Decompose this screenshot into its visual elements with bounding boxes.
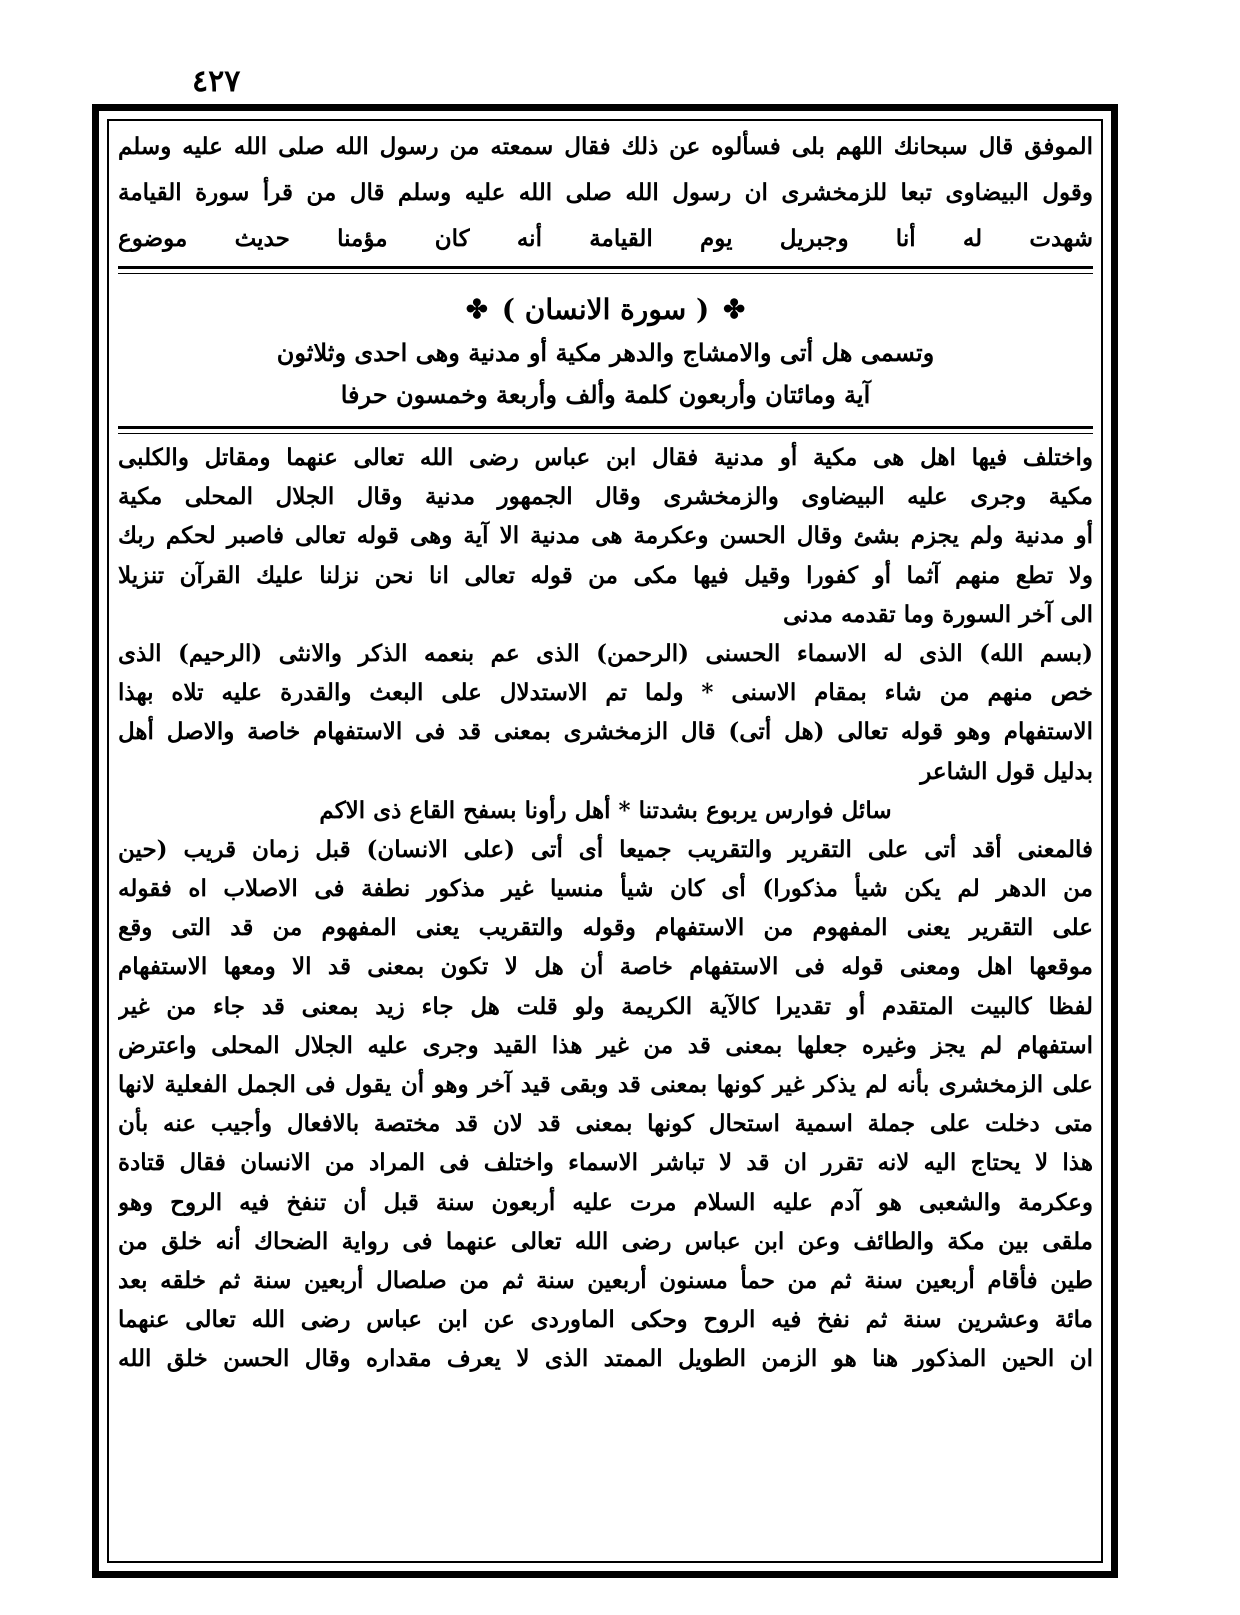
text-line: واختلف فيها اهل هى مكية أو مدنية فقال ابن عباس رضى الله تعالى عنهما ومقاتل والكلبى xyxy=(118,444,1093,471)
text-line: على الزمخشرى بأنه لم يذكر غير كونها بمعنى قد وبقى قيد آخر وهو أن يقول فى الجمل الفعلية لانها xyxy=(118,1071,1093,1098)
ornament-icon: ✤ xyxy=(723,295,746,325)
text-line: أو مدنية ولم يجزم بشئ وقال الحسن وعكرمة هى مدنية الا آية وهى قوله تعالى فاصبر لحكم ربك xyxy=(118,522,1093,550)
text-line: (بسم الله) الذى له الاسماء الحسنى (الرحمن) الذى عم بنعمه الذكر والانثى (الرحيم) الذى xyxy=(118,639,1093,667)
text-line: متى دخلت على جملة اسمية استحال كونها بمعنى قد لان قد مختصة بالافعال وأجيب عنه بأن xyxy=(118,1110,1093,1138)
text-line: من الدهر لم يكن شيأ مذكورا) أى كان شيأ منسيا غير مذكور نطفة فى الاصلاب اه فقوله xyxy=(118,875,1093,903)
separator-rule xyxy=(118,266,1093,274)
text-line: ملقى بين مكة والطائف وعن ابن عباس رضى الله تعالى عنهما فى رواية الضحاك أنه خلق من xyxy=(118,1227,1093,1255)
text-line: طين فأقام أربعين سنة ثم من حمأ مسنون أربعين سنة ثم من صلصال أربعين سنة ثم خلقه بعد xyxy=(118,1266,1093,1294)
page-number: ٤٢٧ xyxy=(192,64,241,99)
surah-title xyxy=(118,288,1093,332)
text-line: مكية وجرى عليه البيضاوى والزمخشرى وقال الجمهور مدنية وقال الجلال المحلى مكية xyxy=(118,483,1093,511)
text-line: ان الحين المذكور هنا هو الزمن الطويل الممتد الذى لا يعرف مقداره وقال الحسن خلق الله xyxy=(118,1345,1093,1373)
text-line: الى آخر السورة وما تقدمه مدنى xyxy=(782,600,1093,628)
poetry-verse: سائل فوارس يربوع بشدتنا * أهل رأونا بسفح القاع ذى الاكم xyxy=(319,796,892,824)
text-line: على التقرير يعنى المفهوم من الاستفهام وقوله والتقريب يعنى المفهوم من قد التى وقع xyxy=(118,914,1093,942)
surah-header xyxy=(118,278,1093,422)
text-line: هذا لا يحتاج اليه لانه تقرر ان قد لا تباشر الاسماء واختلف فى المراد من الانسان فقال قتادة xyxy=(118,1149,1093,1177)
text-line: بدليل قول الشاعر xyxy=(920,757,1093,785)
top-paragraph xyxy=(118,124,1093,262)
text-line: ولا تطع منهم آثما أو كفورا وقيل فيها مكى من قوله تعالى انا نحن نزلنا عليك القرآن تنزيلا xyxy=(118,561,1093,589)
surah-subtitle-line: آية ومائتان وأربعون كلمة وألف وأربعة وخمسون حرفا xyxy=(340,380,871,409)
text-line: شهدت له أنا وجبريل يوم القيامة أنه كان مؤمنا حديث موضوع xyxy=(118,225,1093,252)
ornament-icon: ✤ xyxy=(465,295,488,325)
text-line: وعكرمة والشعبى هو آدم عليه السلام مرت عليه أربعون سنة قبل أن تنفخ فيه الروح وهو xyxy=(118,1188,1093,1216)
text-line: استفهام لم يجز وغيره جعلها بمعنى قد من غير هذا القيد وجرى عليه الجلال المحلى واعترض xyxy=(118,1031,1093,1059)
text-line: موقعها اهل ومعنى قوله فى الاستفهام خاصة أن هل لا تكون بمعنى قد الا ومعها الاستفهام xyxy=(118,953,1093,981)
surah-subtitle-line: وتسمى هل أتى والامشاج والدهر مكية أو مدنية وهى احدى وثلاثون xyxy=(276,338,935,367)
text-line: الاستفهام وهو قوله تعالى (هل أتى) قال الزمخشرى بمعنى قد فى الاستفهام خاصة والاصل أهل xyxy=(118,718,1093,746)
text-line: فالمعنى أقد أتى على التقرير والتقريب جميعا أى أتى (على الانسان) قبل زمان قريب (حين xyxy=(118,835,1093,863)
separator-rule xyxy=(118,426,1093,434)
page-content xyxy=(118,124,1093,1379)
text-line: مائة وعشرين سنة ثم نفخ فيه الروح وحكى الماوردى عن ابن عباس رضى الله تعالى عنهما xyxy=(118,1306,1093,1334)
text-line: وقول البيضاوى تبعا للزمخشرى ان رسول الله صلى الله عليه وسلم قال من قرأ سورة القيامة xyxy=(118,179,1093,206)
text-line: الموفق قال سبحانك اللهم بلى فسألوه عن ذلك فقال سمعته من رسول الله صلى الله عليه وسلم xyxy=(118,133,1093,160)
surah-title-text: ( سورة الانسان ) xyxy=(501,293,710,326)
text-line: لفظا كالبيت المتقدم أو تقديرا كالآية الكريمة ولو قلت هل جاء زيد بمعنى قد جاء من غير xyxy=(118,992,1093,1020)
body-text xyxy=(118,438,1093,1379)
text-line: خص منهم من شاء بمقام الاسنى * ولما تم الاستدلال على البعث والقدرة عليه تلاه بهذا xyxy=(118,679,1093,707)
